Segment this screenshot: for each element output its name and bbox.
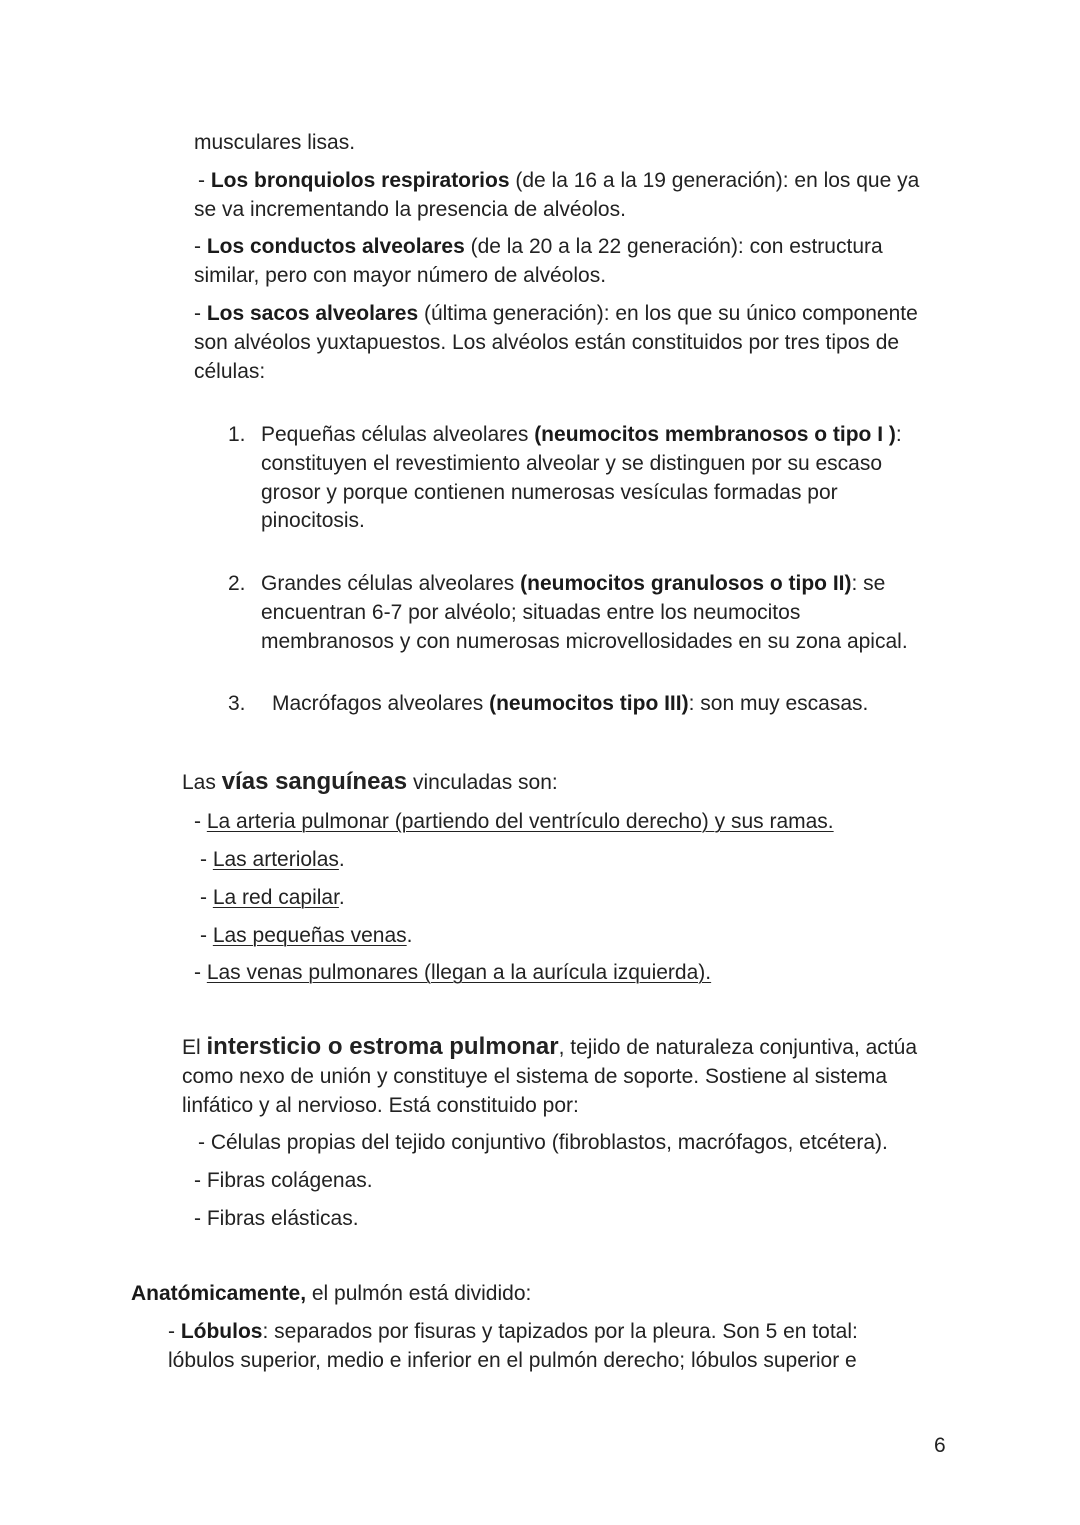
underlined-text: La red capilar — [212, 886, 339, 909]
text-line: musculares lisas. — [194, 131, 356, 154]
term: (neumocitos membranosos o tipo I ) — [534, 423, 896, 446]
section-anatomicamente — [131, 1280, 531, 1308]
text-line: pinocitosis. — [261, 509, 365, 532]
term: vías sanguíneas — [221, 768, 408, 795]
text: (última generación): en los que su único componente — [418, 302, 918, 325]
text-line: lóbulos superior, medio e inferior en el pulmón derecho; lóbulos superior e — [168, 1349, 857, 1372]
list-item: - Células propias del tejido conjuntivo (fibroblastos, macrófagos, etcétera). — [198, 1131, 888, 1154]
list-item-lobulos — [168, 1318, 858, 1346]
text: : se — [851, 572, 886, 595]
cell-type-1 — [261, 421, 902, 449]
text-line: membranosos y con numerosas microvellosidades en su zona apical. — [261, 630, 908, 653]
text: El — [182, 1036, 207, 1059]
text-line: como nexo de unión y constituye el sistema de soporte. Sostiene al sistema — [182, 1065, 888, 1088]
list-item — [200, 846, 345, 874]
text: , tejido de naturaleza conjuntiva, actúa — [558, 1036, 917, 1059]
term: (neumocitos tipo III) — [489, 692, 689, 715]
text-line: células: — [194, 360, 266, 383]
cell-type-3 — [272, 690, 868, 718]
dash: - — [198, 169, 211, 192]
list-item-bronquiolos-respiratorios — [198, 167, 919, 195]
text: : separados por fisuras y tapizados por la pleura. Son 5 en total: — [262, 1320, 858, 1343]
list-item-conductos-alveolares — [194, 233, 883, 261]
list-item: - Fibras colágenas. — [194, 1169, 373, 1192]
dash: - — [194, 302, 207, 325]
cell-type-2 — [261, 570, 885, 598]
text: Las — [182, 771, 222, 794]
text: . — [406, 924, 413, 947]
underlined-text: Las venas pulmonares (llegan a la aurícula izquierda). — [206, 961, 712, 984]
dash: - — [194, 810, 207, 833]
dash: - — [194, 961, 207, 984]
text: . — [338, 886, 345, 909]
dash: - — [200, 848, 213, 871]
text: : — [895, 423, 902, 446]
section-heading-vias — [182, 768, 558, 797]
text: vinculadas son: — [407, 771, 558, 794]
list-item: - Fibras elásticas. — [194, 1207, 359, 1230]
term: intersticio o estroma pulmonar — [206, 1033, 559, 1060]
text-line: se va incrementando la presencia de alvéolos. — [194, 198, 626, 221]
text-line: encuentran 6-7 por alvéolo; situadas entre los neumocitos — [261, 601, 801, 624]
text: Macrófagos alveolares — [272, 692, 490, 715]
underlined-text: Las arteriolas — [212, 848, 339, 871]
term: Los conductos alveolares — [206, 235, 465, 258]
text: (de la 20 a la 22 generación): con estructura — [464, 235, 883, 258]
text: el pulmón está dividido: — [306, 1282, 532, 1305]
text-line: constituyen el revestimiento alveolar y se distinguen por su escaso — [261, 452, 882, 475]
text-line: similar, pero con mayor número de alvéolos. — [194, 264, 607, 287]
term: Lóbulos — [180, 1320, 263, 1343]
list-item — [200, 922, 413, 950]
list-item — [194, 959, 711, 987]
text-line: grosor y porque contienen numerosas vesículas formadas por — [261, 481, 838, 504]
text-line: linfático y al nervioso. Está constituido por: — [182, 1094, 579, 1117]
term: (neumocitos granulosos o tipo II) — [520, 572, 852, 595]
list-number: 1. — [228, 423, 246, 446]
dash: - — [200, 886, 213, 909]
text: : son muy escasas. — [688, 692, 869, 715]
dash: - — [200, 924, 213, 947]
text: (de la 16 a la 19 generación): en los que ya — [509, 169, 920, 192]
dash: - — [168, 1320, 181, 1343]
page-number: 6 — [934, 1434, 946, 1457]
term: Los sacos alveolares — [206, 302, 419, 325]
text-line: son alvéolos yuxtapuestos. Los alvéolos están constituidos por tres tipos de — [194, 331, 900, 354]
list-item-sacos-alveolares — [194, 300, 918, 328]
term: Anatómicamente, — [131, 1282, 307, 1305]
dash: - — [194, 235, 207, 258]
list-item — [194, 808, 834, 836]
list-number: 2. — [228, 572, 246, 595]
section-intersticio — [182, 1033, 917, 1062]
list-item — [200, 884, 345, 912]
text: . — [338, 848, 345, 871]
term: Los bronquiolos respiratorios — [210, 169, 510, 192]
list-number: 3. — [228, 692, 246, 715]
text: Pequeñas células alveolares — [261, 423, 535, 446]
underlined-text: La arteria pulmonar (partiendo del ventrículo derecho) y sus ramas. — [206, 810, 834, 833]
text: Grandes células alveolares — [261, 572, 521, 595]
underlined-text: Las pequeñas venas — [212, 924, 407, 947]
